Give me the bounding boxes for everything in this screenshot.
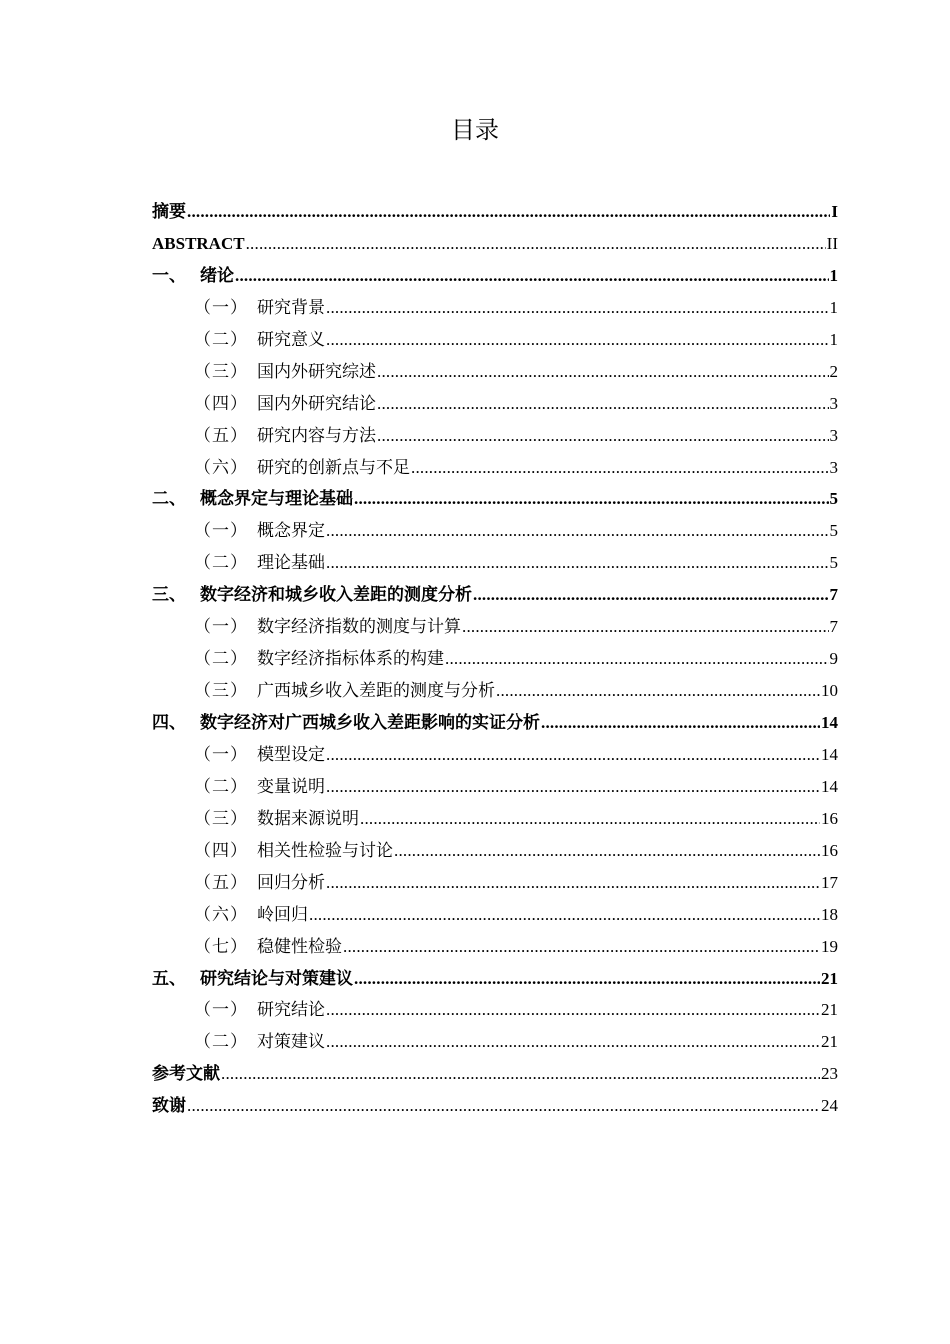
toc-dot-leader [360, 803, 820, 835]
toc-dot-leader [326, 771, 820, 803]
toc-page-number: 10 [821, 681, 838, 701]
toc-entry-label: 参考文献 [152, 1064, 220, 1084]
toc-entry-number: （六） [194, 457, 248, 477]
toc-entry-number: （六） [194, 904, 248, 924]
toc-dot-leader [377, 388, 829, 420]
toc-page-number: 3 [829, 425, 838, 445]
toc-entry-number: （三） [194, 681, 248, 701]
toc-dot-leader [187, 196, 830, 228]
toc-dot-leader [354, 963, 820, 995]
toc-entry[interactable] [152, 963, 838, 995]
toc-entry-number: （七） [194, 936, 248, 956]
toc-entry[interactable] [152, 867, 838, 899]
toc-entry-label: 研究结论与对策建议 [200, 968, 353, 988]
toc-entry-label: 稳健性检验 [257, 936, 342, 956]
toc-entry-number: （三） [194, 808, 248, 828]
toc-entry-label: ABSTRACT [152, 233, 245, 253]
toc-entry-label: 研究意义 [257, 329, 325, 349]
toc-entry-label: 数字经济指标体系的构建 [257, 649, 444, 669]
toc-entry-label: 数据来源说明 [257, 808, 359, 828]
toc-entry-label: 变量说明 [257, 776, 325, 796]
toc-page-number: 21 [821, 1032, 838, 1052]
toc-page-number: 9 [829, 649, 838, 669]
toc-entry[interactable] [152, 707, 838, 739]
toc-dot-leader [326, 994, 820, 1026]
toc-entry[interactable] [152, 228, 838, 260]
toc-page-number: 16 [821, 840, 838, 860]
toc-dot-leader [496, 675, 820, 707]
toc-page-number: 1 [829, 297, 838, 317]
toc-dot-leader [326, 867, 820, 899]
toc-entry-number: （二） [194, 649, 248, 669]
toc-entry-number: （二） [194, 1032, 248, 1052]
toc-dot-leader [326, 515, 829, 547]
toc-entry[interactable] [152, 1058, 838, 1090]
toc-entry-label: 致谢 [152, 1096, 186, 1116]
toc-entry-label: 概念界定 [257, 521, 325, 541]
toc-entry-label: 岭回归 [257, 904, 308, 924]
toc-entry-number: （五） [194, 872, 248, 892]
toc-entry-label: 回归分析 [257, 872, 325, 892]
toc-entry-label: 研究内容与方法 [257, 425, 376, 445]
toc-entry-number: 二、 [152, 489, 186, 509]
toc-page-number: 16 [821, 808, 838, 828]
toc-dot-leader [473, 579, 829, 611]
toc-page-number: 21 [821, 968, 838, 988]
toc-entry[interactable] [152, 196, 838, 228]
toc-entry-number: （一） [194, 297, 248, 317]
toc-dot-leader [326, 324, 829, 356]
toc-entry[interactable] [152, 994, 838, 1026]
toc-entry[interactable] [152, 835, 838, 867]
toc-entry-label: 数字经济和城乡收入差距的测度分析 [200, 585, 472, 605]
toc-entry[interactable] [152, 771, 838, 803]
toc-entry[interactable] [152, 1026, 838, 1058]
toc-entry-label: 相关性检验与讨论 [257, 840, 393, 860]
toc-dot-leader [326, 292, 829, 324]
toc-entry[interactable] [152, 611, 838, 643]
toc-entry[interactable] [152, 356, 838, 388]
toc-entry[interactable] [152, 739, 838, 771]
toc-dot-leader [377, 420, 829, 452]
toc-entry-label: 理论基础 [257, 553, 325, 573]
toc-page-number: 19 [821, 936, 838, 956]
toc-page-number: 5 [829, 553, 838, 573]
toc-entry-label: 国内外研究综述 [257, 361, 376, 381]
toc-page-number: 3 [829, 457, 838, 477]
toc-entry-label: 研究背景 [257, 297, 325, 317]
toc-entry-number: （一） [194, 744, 248, 764]
toc-entry-number: （一） [194, 1000, 248, 1020]
toc-dot-leader [309, 899, 820, 931]
toc-page-number: I [831, 202, 838, 221]
toc-entry-label: 国内外研究结论 [257, 393, 376, 413]
toc-dot-leader [326, 1026, 820, 1058]
toc-dot-leader [221, 1058, 820, 1090]
toc-entry[interactable] [152, 899, 838, 931]
toc-entry-label: 摘要 [152, 202, 186, 221]
toc-entry[interactable] [152, 643, 838, 675]
toc-page-number: 3 [829, 393, 838, 413]
toc-dot-leader [326, 739, 820, 771]
toc-entry[interactable] [152, 579, 838, 611]
toc-dot-leader [411, 452, 829, 484]
toc-entry-label: 数字经济对广西城乡收入差距影响的实证分析 [200, 713, 540, 732]
toc-dot-leader [187, 1090, 820, 1122]
toc-page-number: 2 [829, 361, 838, 381]
toc-dot-leader [326, 547, 829, 579]
toc-entry[interactable] [152, 483, 838, 515]
toc-page-number: 24 [821, 1096, 838, 1116]
table-of-contents [152, 196, 838, 1122]
toc-entry-number: （二） [194, 776, 248, 796]
toc-entry-number: （四） [194, 840, 248, 860]
toc-page-number: 1 [829, 265, 838, 285]
toc-entry[interactable] [152, 420, 838, 452]
toc-page-number: 18 [821, 904, 838, 924]
toc-page-number: 1 [829, 329, 838, 349]
toc-entry-label: 数字经济指数的测度与计算 [257, 617, 461, 637]
toc-entry-number: （四） [194, 393, 248, 413]
toc-entry-label: 概念界定与理论基础 [200, 489, 353, 509]
toc-entry-label: 模型设定 [257, 744, 325, 764]
toc-page-number: 14 [821, 713, 838, 732]
toc-dot-leader [235, 260, 829, 292]
toc-entry-number: （一） [194, 521, 248, 541]
toc-entry-label: 研究结论 [257, 1000, 325, 1020]
toc-entry-label: 广西城乡收入差距的测度与分析 [257, 681, 495, 701]
toc-dot-leader [541, 707, 820, 739]
toc-entry-label: 绪论 [200, 265, 234, 285]
toc-entry[interactable] [152, 324, 838, 356]
toc-entry-number: （二） [194, 329, 248, 349]
toc-page-number: 7 [829, 617, 838, 637]
toc-entry-number: 五、 [152, 968, 186, 988]
toc-entry[interactable] [152, 515, 838, 547]
toc-entry[interactable] [152, 547, 838, 579]
page-title: 目录 [451, 116, 499, 144]
toc-dot-leader [445, 643, 829, 675]
toc-page-number: II [826, 233, 838, 253]
toc-entry-number: （三） [194, 361, 248, 381]
toc-dot-leader [462, 611, 829, 643]
toc-entry[interactable] [152, 292, 838, 324]
toc-page-number: 14 [821, 776, 838, 796]
toc-entry-label: 研究的创新点与不足 [257, 457, 410, 477]
toc-page-number: 5 [829, 489, 838, 509]
toc-dot-leader [354, 483, 829, 515]
toc-entry-label: 对策建议 [257, 1032, 325, 1052]
toc-entry[interactable] [152, 260, 838, 292]
toc-entry-number: （一） [194, 617, 248, 637]
toc-entry-number: （五） [194, 425, 248, 445]
toc-entry[interactable] [152, 388, 838, 420]
toc-entry-number: 一、 [152, 265, 186, 285]
toc-page-number: 23 [821, 1064, 838, 1084]
toc-page-number: 7 [829, 585, 838, 605]
toc-entry[interactable] [152, 1090, 838, 1122]
toc-entry[interactable] [152, 675, 838, 707]
toc-entry-number: （二） [194, 553, 248, 573]
toc-page-number: 21 [821, 1000, 838, 1020]
toc-page-number: 5 [829, 521, 838, 541]
toc-dot-leader [377, 356, 829, 388]
toc-entry-number: 四、 [152, 713, 186, 732]
toc-dot-leader [246, 228, 826, 260]
toc-dot-leader [394, 835, 820, 867]
toc-entry-number: 三、 [152, 585, 186, 605]
toc-page-number: 17 [821, 872, 838, 892]
toc-entry[interactable] [152, 452, 838, 484]
toc-entry[interactable] [152, 931, 838, 963]
toc-entry[interactable] [152, 803, 838, 835]
toc-page-number: 14 [821, 744, 838, 764]
toc-dot-leader [343, 931, 820, 963]
